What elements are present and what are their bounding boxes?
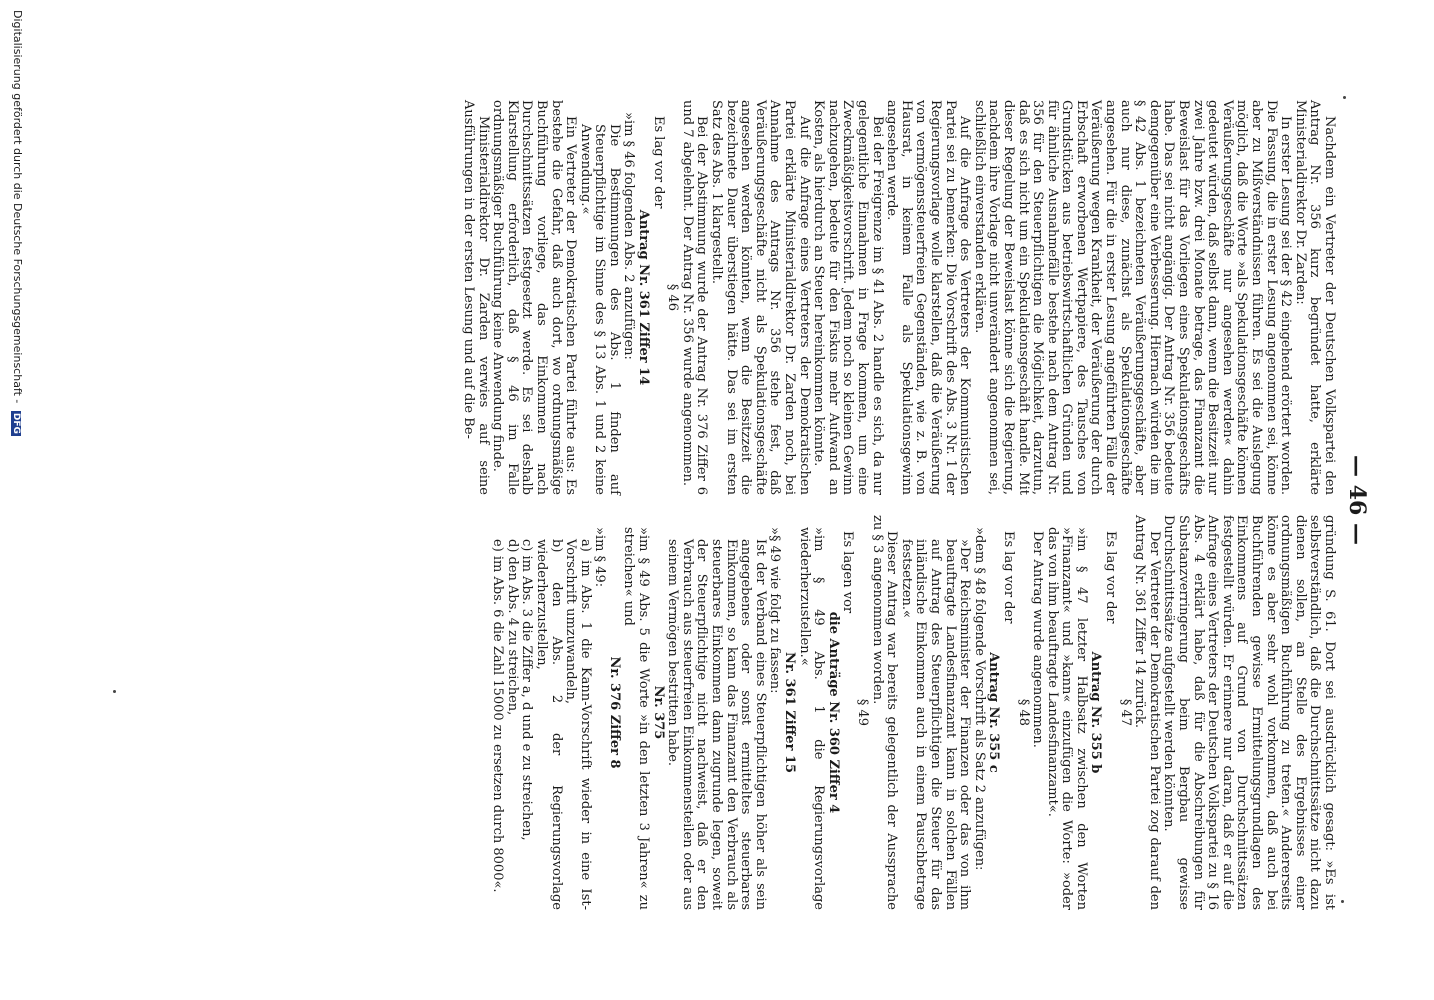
list-item: b) den Abs. 2 der Regierungsvorlage wiederherzustellen, [533, 539, 564, 910]
left-column [460, 100, 1336, 495]
lag-vor-label: Es lag vor der [1000, 531, 1016, 624]
scan-speck [113, 690, 116, 693]
page-number: — 46 — [1344, 455, 1370, 545]
paragraph: Ministerialdirektor Dr. Zarden verwies auf seine Ausführungen in der ersten Lesung und auf die Be- [460, 100, 491, 495]
quoted-text: »§ 49 wie folgt zu fassen: [767, 527, 783, 694]
list-item: c) im Abs. 3 die Ziffer a, d und e zu streichen, [519, 539, 535, 841]
paragraph: Nachdem ein Vertreter der Deutschen Volkspartei den Antrag Nr. 356 kurz begründet hatte, erklärte Ministerialdirektor Dr. Zarden: [1292, 100, 1337, 495]
section-heading-46: § 46 [665, 283, 681, 312]
amendment-heading: Nr. 361 Ziffer 15 [782, 651, 798, 774]
quoted-text: »im § 49 Abs. 1 die Regierungsvorlage wiederherzustellen.« [796, 527, 827, 910]
scan-speck [1341, 900, 1344, 903]
amendment-heading: Antrag Nr. 355 b [1088, 651, 1104, 774]
quoted-text: »dem § 48 folgende Vorschrift als Satz 2 anzufügen: [971, 527, 987, 871]
quoted-text: Ist der Verband eines Steuerpflichtigen höher als sein angegebenes oder sonst ermitteltes steuerbares Einkommen, so kann das Finanzamt den Verbrauch als steuerbares Einkommen dann zugrunde legen, soweit der Steuerpflichtige nicht nachweist, daß er den Verbrauch aus steuerfreien Einkommensteilen oder aus seinem Vermögen bestritten habe. [665, 539, 768, 910]
section-heading-47: § 47 [1117, 698, 1133, 727]
list-item: e) im Abs. 6 die Zahl 15000 zu ersetzen durch 8000«. [490, 539, 506, 893]
quoted-text: Die Bestimmungen des Abs. 1 finden auf Steuerpflichtige im Sinne des § 13 Abs. 1 und 2 keine Anwendung.« [577, 124, 622, 495]
paragraph: Bei der Abstimmung wurde der Antrag Nr. 376 Ziffer 6 und 7 abgelehnt. Der Antrag Nr. 356 wurde angenommen. [679, 100, 710, 495]
quoted-text: »im § 49: [592, 527, 608, 588]
lag-vor-label: Es lag vor der [650, 116, 666, 209]
list-item: d) den Abs. 4 zu streichen, [504, 539, 520, 716]
paragraph: Der Vertreter der Demokratischen Partei zog darauf den Antrag Nr. 361 Ziffer 14 zurück. [1132, 515, 1162, 910]
paragraph: Dieser Antrag war bereits gelegentlich der Aussprache zu § 3 angenommen worden. [869, 515, 900, 910]
scan-speck [1343, 96, 1346, 99]
paragraph: gründung S. 61. Dort sei ausdrücklich gesagt: »Es ist selbstverständlich, daß die Durchschnittssätze nicht dazu dienen sollen, an Stelle des Ergebnisses einer ordnungsmäßigen Buchführung zu treten.« Andererseits könne es aber sehr wohl vorkommen, daß auch bei Buchführenden gewisse Ermittelungsgrundlagen des Einkommens auf Grund von Durchschnittssätzen festgestellt würden. Er erinnere nur daran, daß er auf die Anfrage eines Vertreters der Deutschen Volkspartei zu § 16 Abs. 4 erklärt habe, daß für die Abschreibungen für Substanzverringerung beim Bergbau gewisse Durchschnittssätze aufgestellt werden könnten. [1161, 515, 1337, 910]
right-column [490, 515, 1336, 910]
lag-vor-label: Es lag vor der [1103, 531, 1119, 624]
quoted-text: »im § 46 folgenden Abs. 2 anzufügen: [621, 112, 637, 360]
amendment-heading: Antrag Nr. 355 c [986, 652, 1002, 773]
paragraph: Bei der Freigrenze im § 41 Abs. 2 handle es sich, da nur gelegentliche Einnahmen in Frage kommen, um eine Zweckmäßigkeitsvorschrift. Jedem noch so kleinen Gewinn nachzugehen, bedeute für den Fiskus mehr Aufwand an Kosten, als hierdurch an Steuer hereinkommen könnte. [811, 100, 885, 495]
paragraph: In erster Lesung sei der § 42 eingehend erörtert worden. Die Fassung, die in erster Lesung angenommen sei, könne aber zu Mißverständnissen führen. Es sei die Auslegung möglich, daß die Worte »als Spekulationsgeschäfte können Veräußerungsgeschäfte nur angesehen werden« dahin gedeutet würden, daß selbst dann, wenn die Besitzzeit nur zwei Jahre bzw. drei Monate betrage, das Finanzamt die Beweislast für das Vorliegen eines Spekulationsgeschäfts habe. Das sei nicht angängig. Der Antrag Nr. 356 bedeute demgegenüber eine Verbesserung. Hiernach würden die im § 42 Abs. 1 bezeichneten Veräußerungsgeschäfte, aber auch nur diese, zunächst als Spekulationsgeschäfte angesehen. Für die in erster Lesung angeführten Fälle der Veräußerung wegen Krankheit, der Veräußerung der durch Erbschaft erworbenen Wertpapiere, des Tausches von Grundstücken aus betriebswirtschaftlichen Gründen und für ähnliche Ausnahmefälle bestehe nach dem Antrag Nr. 356 für den Steuerpflichtigen die Möglichkeit, darzutun, daß es sich nicht um ein Spekulationsgeschäft handle. Mit dieser Regelung der Beweislast könne sich die Regierung, nachdem ihre Vorlage nicht unverändert angenommen sei, schließlich einverstanden erklären. [971, 100, 1294, 495]
amendment-heading: Nr. 375 [650, 685, 666, 740]
digitization-credit [11, 10, 24, 990]
quoted-text: »im § 47 letzter Halbsatz zwischen den Worten »Finanzamt« und »kann« einzufügen die Worte: »oder das von ihm beauftragte Landesfinanzamt«. [1044, 527, 1089, 910]
amendment-heading: die Anträge Nr. 360 Ziffer 4 [825, 611, 841, 814]
quoted-text: »im § 49 Abs. 5 die Worte »in den letzten 3 Jahren« zu streichen« und [621, 527, 652, 910]
amendment-heading: Nr. 376 Ziffer 8 [606, 656, 622, 769]
list-item: a) im Abs. 1 die Kann-Vorschrift wieder in eine Ist-Vorschrift umzuwandeln, [563, 539, 593, 910]
paragraph: Ein Vertreter der Demokratischen Partei führte aus: Es bestehe die Gefahr, daß auch dort, wo ordnungsmäßige Buchführung vorliege, das Einkommen nach Durchschnittssätzen festgesetzt werde. Es sei deshalb Klarstellung erforderlich, daß § 46 im Falle ordnungsmäßiger Buchführung keine Anwendung finde. [490, 100, 579, 495]
lagen-vor-label: Es lagen vor [840, 531, 856, 614]
section-heading-48: § 48 [1015, 698, 1031, 727]
dfg-logo: DFG [11, 412, 21, 434]
amendment-heading: Antrag Nr. 361 Ziffer 14 [636, 209, 652, 386]
section-heading-49: § 49 [855, 698, 870, 727]
paragraph: Auf die Anfrage eines Vertreters der Demokratischen Partei erklärte Ministerialdirektor Dr. Zarden noch, bei Annahme des Antrags Nr. 356 stehe fest, daß Veräußerungsgeschäfte nicht als Spekulationsgeschäfte angesehen werden könnten, wenn die Besitzzeit die bezeichnete Dauer überstiegen hätte. Das sei im ersten Satz des Abs. 1 klargestellt. [709, 100, 812, 495]
paragraph: Der Antrag wurde angenommen. [1030, 531, 1046, 748]
credit-text: Digitalisierung gefördert durch die Deutsche Forschungsgemeinschaft - [11, 10, 24, 404]
paragraph: Auf die Anfrage des Vertreters der Kommunistischen Partei sei zu bemerken: Die Vorschrift des Abs. 3 Nr. 1 der Regierungsvorlage wolle klarstellen, daß die Veräußerung von vermögenssteuerfreien Gegenständen, wie z. B. von Hausrat, in keinem Falle als Spekulationsgewinn angesehen werde. [884, 100, 973, 495]
quoted-text: »Der Reichsminister der Finanzen oder das von ihm beauftragte Landesfinanzamt kann in solchen Fällen auf Antrag des Steuerpflichtigen die Steuer für das inländische Einkommen auch in einem Pauschbetrage festsetzen.« [898, 539, 973, 910]
